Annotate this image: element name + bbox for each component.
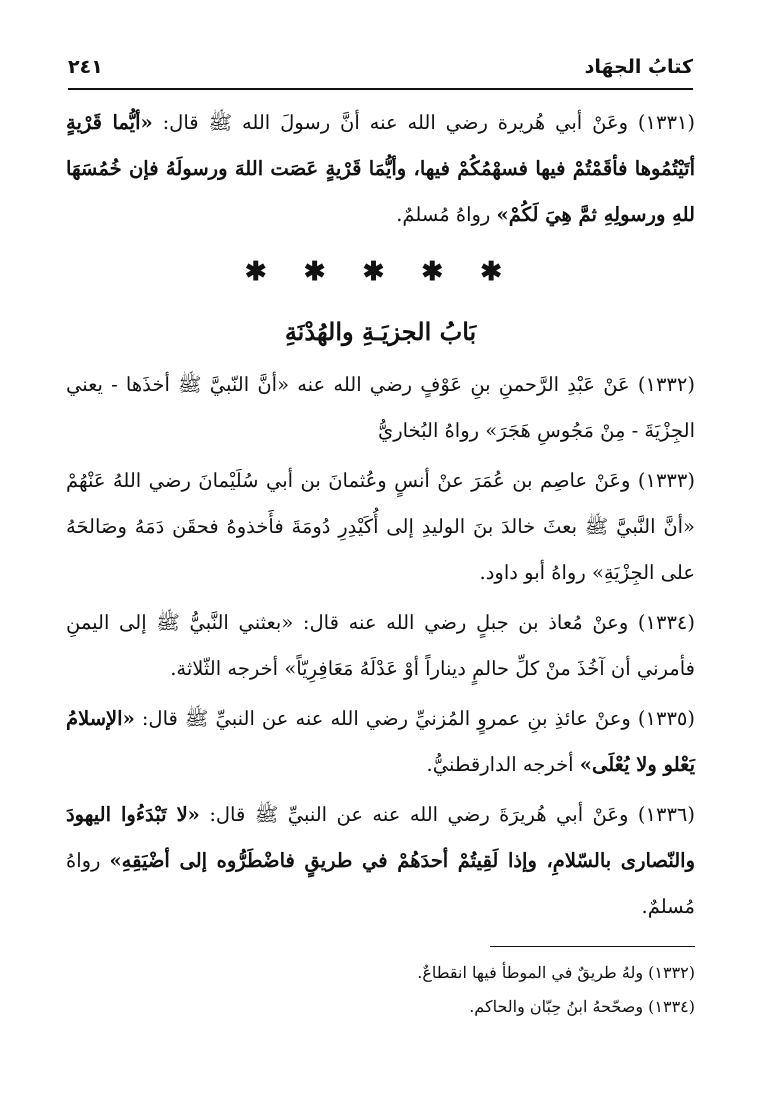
hadith-number: (١٣٣٤) xyxy=(637,611,696,634)
page-header xyxy=(68,50,693,90)
chapter-title: بَابُ الجزيَـةِ والهُدْنَةِ xyxy=(284,317,477,346)
hadith-number: (١٣٣٥) xyxy=(637,707,696,730)
hadith-1334 xyxy=(66,600,695,692)
hadith-intro: وعَنْ عاصِم بن عُمَرَ عنْ أنسٍ وعُثمانَ بن أبي سُلَيْمانَ رضي اللهُ عَنْهُمْ xyxy=(66,469,631,492)
hadith-number: (١٣٣٢) xyxy=(637,373,695,396)
hadith-1332 xyxy=(66,362,695,454)
hadith-intro: عَنْ عَبْدِ الرَّحمنِ بنِ عَوْفٍ رضي الله عنه xyxy=(297,373,630,396)
page-number: ٢٤١ xyxy=(68,56,103,78)
hadith-1331 xyxy=(66,100,695,238)
hadith-source: أخرجه الثّلاثة. xyxy=(170,657,279,680)
hadith-text: «أنَّ النّبيَّ ﷺ أخذَها - يعني الجِزْيَةَ - مِنْ مَجُوسِ هَجَرَ» xyxy=(66,373,695,442)
footnote: (١٣٣٤) وصحّحهُ ابنُ حِبّان والحاكم. xyxy=(469,997,695,1016)
header-rule xyxy=(68,88,693,90)
hadith-text: «أنَّ النَّبيَّ ﷺ بعثَ خالدَ بنَ الوليدِ إلى أُكَيْدِرِ دُومَةَ فأَخذوهُ فحقَن دَمَهُ وصَالحَهُ على الجِزْيَةِ» xyxy=(66,515,695,584)
hadith-intro: وعنْ مُعاذ بن جبلٍ رضي الله عنه قال: xyxy=(302,611,629,634)
hadith-number: (١٣٣١) xyxy=(637,111,696,134)
hadith-source: رواهُ أبو داود. xyxy=(479,561,586,584)
running-title: كتابُ الجهَاد xyxy=(584,56,693,78)
hadith-text: «لا تَبْدَءُوا اليهودَ والنّصارى بالسّلامِ، وإذا لَقِيتُمْ أحدَهُمْ في طريقٍ فاضْطَرُّوه إلى أضْيَقِهِ» xyxy=(66,803,695,872)
page-body xyxy=(66,100,695,930)
hadith-source: أخرجه الدارقطنيُّ. xyxy=(426,753,574,776)
hadith-source: رواهُ مُسلمٌ. xyxy=(66,849,695,918)
footnote: (١٣٣٢) ولهُ طريقٌ في الموطأ فيها انقطاعٌ. xyxy=(417,963,695,982)
hadith-number: (١٣٣٣) xyxy=(637,469,695,492)
hadith-intro: وعَنْ أبي هُريرَةَ رضي الله عنه عن النبيِّ ﷺ قال: xyxy=(209,803,629,826)
hadith-text: «أيُّما قَرْيةٍ أتَيْتُمُوها فأقَمْتُمْ فيها فسهْمُكُمْ فيها، وأيُّمَا قَرْيةٍ عَصَت اللهَ ورسولَهُ فإن خُمُسَهَا للهِ ورسولِهِ ثمَّ هِيَ لَكُمْ» xyxy=(66,111,695,226)
hadith-source: رواهُ مُسلمٌ. xyxy=(396,203,491,226)
hadith-number: (١٣٣٦) xyxy=(637,803,696,826)
hadith-1335 xyxy=(66,696,695,788)
hadith-source: رواهُ البُخاريُّ xyxy=(377,419,480,442)
hadith-text: «الإسلامُ يَعْلو ولا يُعْلَى» xyxy=(66,707,695,776)
section-separator: ✱ ✱ ✱ ✱ ✱ xyxy=(244,257,517,287)
footnote-rule xyxy=(490,946,695,947)
hadith-intro: وعنْ عائذِ بنِ عمروٍ المُزنيِّ رضي الله عنه عن النبيِّ ﷺ قال: xyxy=(141,707,631,730)
hadith-1336 xyxy=(66,792,695,930)
hadith-intro: وعَنْ أبي هُريرة رضي الله عنه أنَّ رسولَ الله ﷺ قال: xyxy=(162,111,628,134)
hadith-text: «بعثني النَّبيُّ ﷺ إلى اليمنِ فأمرني أن آخُذَ منْ كلِّ حالمٍ ديناراً أوْ عَدْلَهُ مَعَافِرِيّاً» xyxy=(66,611,695,680)
footnotes xyxy=(66,956,695,1024)
hadith-1333 xyxy=(66,458,695,596)
